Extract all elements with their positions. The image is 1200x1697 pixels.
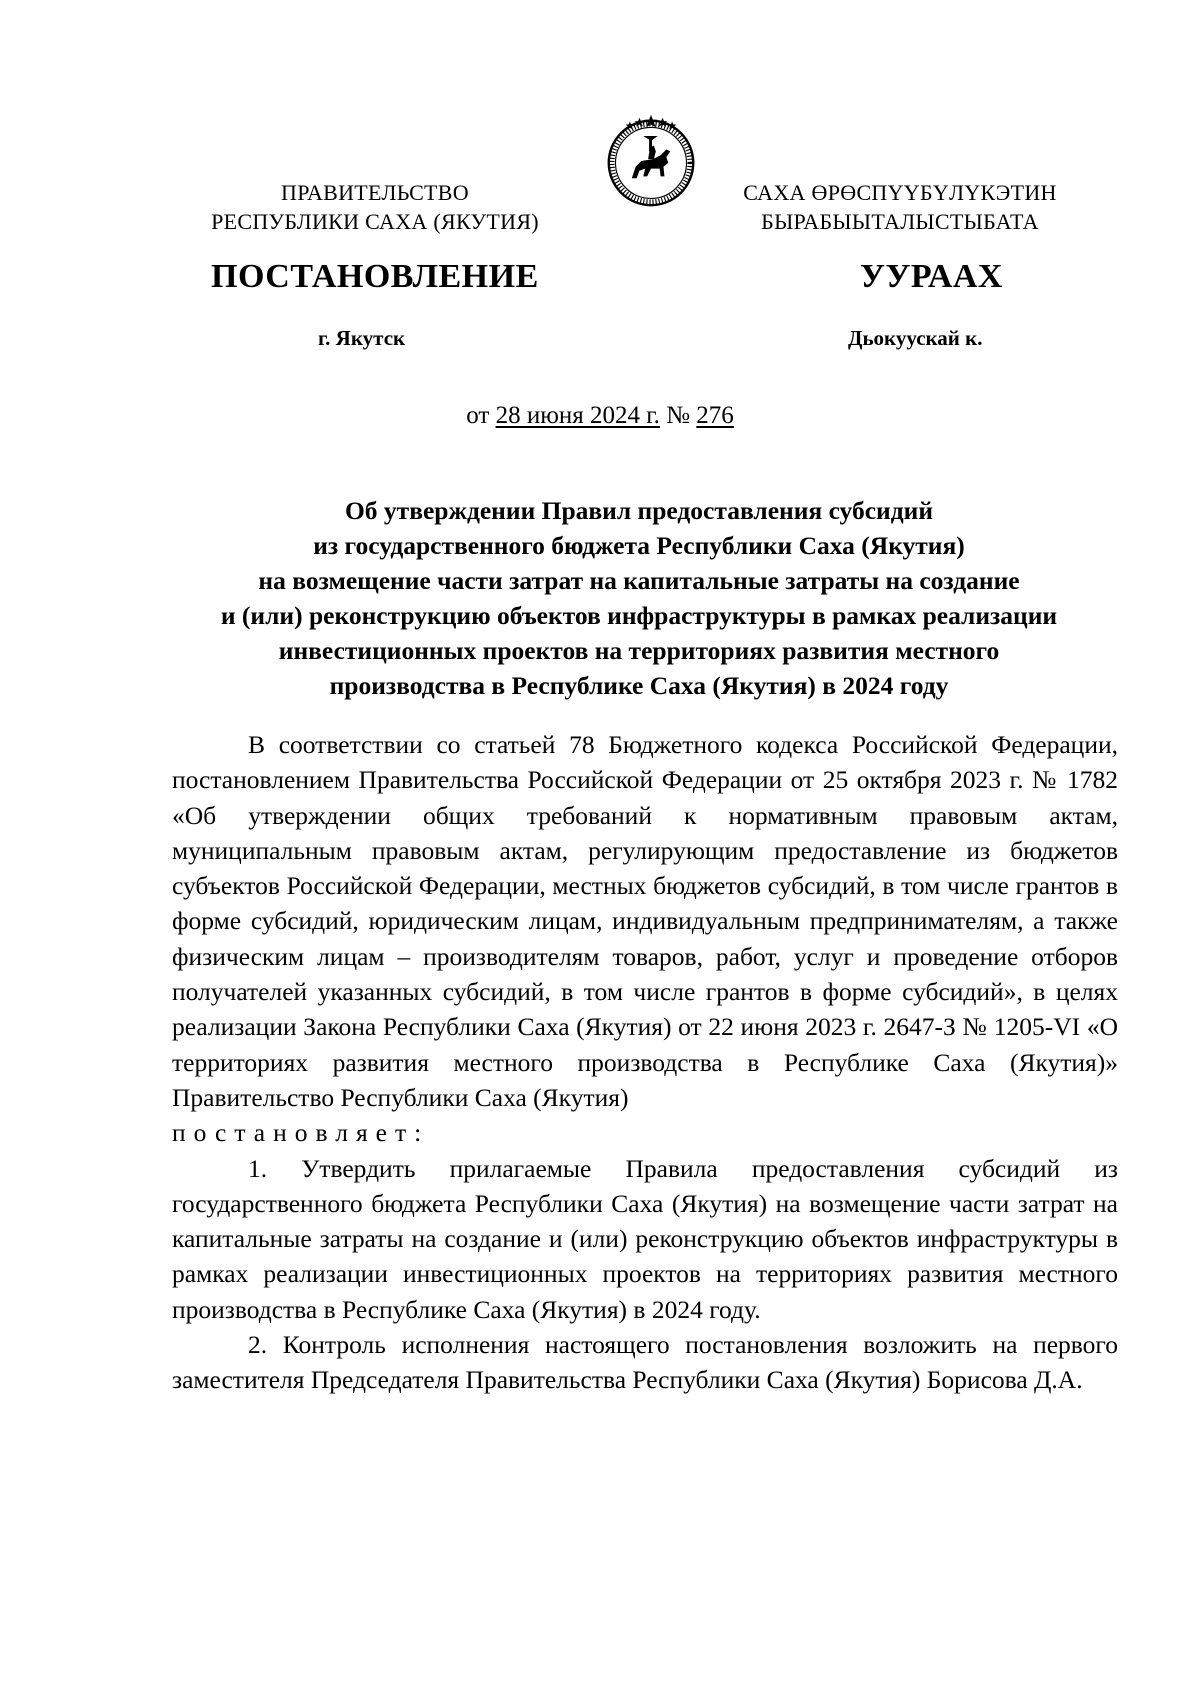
item-2-paragraph: 2. Контроль исполнения настоящего постановления возложить на первого заместителя Председателя Правительства Республики Саха (Якутия) Борисова Д.А. bbox=[172, 1330, 1118, 1395]
header-left-line1: ПРАВИТЕЛЬСТВО bbox=[281, 180, 469, 205]
document-body bbox=[172, 727, 1118, 1398]
header-right-line1: САХА ӨРӨСПҮҮБҮЛҮКЭТИН bbox=[743, 180, 1057, 205]
city-yakut: Дьокуускай к. bbox=[848, 326, 983, 350]
header-right-authority bbox=[690, 178, 1110, 236]
document-number: 276 bbox=[696, 402, 734, 429]
date-prefix: от bbox=[466, 402, 490, 429]
item-1-paragraph: 1. Утвердить прилагаемые Правила предоставления субсидий из государственного бюджета Республики Саха (Якутия) на возмещение части затрат на капитальные затраты на создание и (или) реконструкцию объектов инфраструктуры в рамках реализации инвестиционных проектов на территориях развития местного производства в Республике Саха (Якутия) в 2024 году. bbox=[172, 1153, 1118, 1324]
title-line: и (или) реконструкцию объектов инфраструктуры в рамках реализации bbox=[220, 601, 1058, 630]
header-left-line2: РЕСПУБЛИКИ САХА (ЯКУТИЯ) bbox=[211, 209, 539, 234]
header-left-authority bbox=[165, 178, 585, 236]
doc-type-russian: ПОСТАНОВЛЕНИЕ bbox=[211, 258, 539, 295]
header-right-line2: БЫРАБЫЫТАЛЫСТЫБАТА bbox=[761, 209, 1039, 234]
document-date: 28 июня 2024 г. bbox=[495, 402, 660, 429]
title-line: на возмещение части затрат на капитальные затраты на создание bbox=[258, 566, 1020, 595]
document-title bbox=[160, 493, 1118, 703]
coat-of-arms-emblem-icon bbox=[603, 113, 699, 209]
title-line: Об утверждении Правил предоставления субсидий bbox=[344, 496, 934, 525]
resolves-word: постановляет: bbox=[172, 1118, 430, 1148]
title-line: инвестиционных проектов на территориях развития местного bbox=[278, 636, 1000, 665]
doc-type-yakut: УУРААХ bbox=[860, 258, 1003, 295]
title-line: производства в Республике Саха (Якутия) в 2024 году bbox=[329, 671, 949, 700]
preamble-paragraph: В соответствии со статьей 78 Бюджетного кодекса Российской Федерации, постановлением Правительства Российской Федерации от 25 октября 2023 г. № 1782 «Об утверждении общих требований к нормативным правовым актам, муниципальным правовым актам, регулирующим предоставление из бюджетов субъектов Российской Федерации, местных бюджетов субсидий, в том числе грантов в форме субсидий, юридическим лицам, индивидуальным предпринимателям, а также физическим лицам – производителям товаров, работ, услуг и проведение отборов получателей указанных субсидий, в том числе грантов в форме субсидий», в целях реализации Закона Республики Саха (Якутия) от 22 июня 2023 г. 2647-З № 1205-VI «О территориях развития местного производства в Республике Саха (Якутия)» Правительство Республики Саха (Якутия) bbox=[172, 730, 1118, 1112]
title-line: из государственного бюджета Республики Саха (Якутия) bbox=[313, 531, 965, 560]
document-date-number bbox=[0, 402, 1200, 430]
number-sign: № bbox=[666, 402, 691, 429]
city-russian: г. Якутск bbox=[318, 326, 406, 350]
resolves-paragraph bbox=[172, 1115, 1118, 1150]
